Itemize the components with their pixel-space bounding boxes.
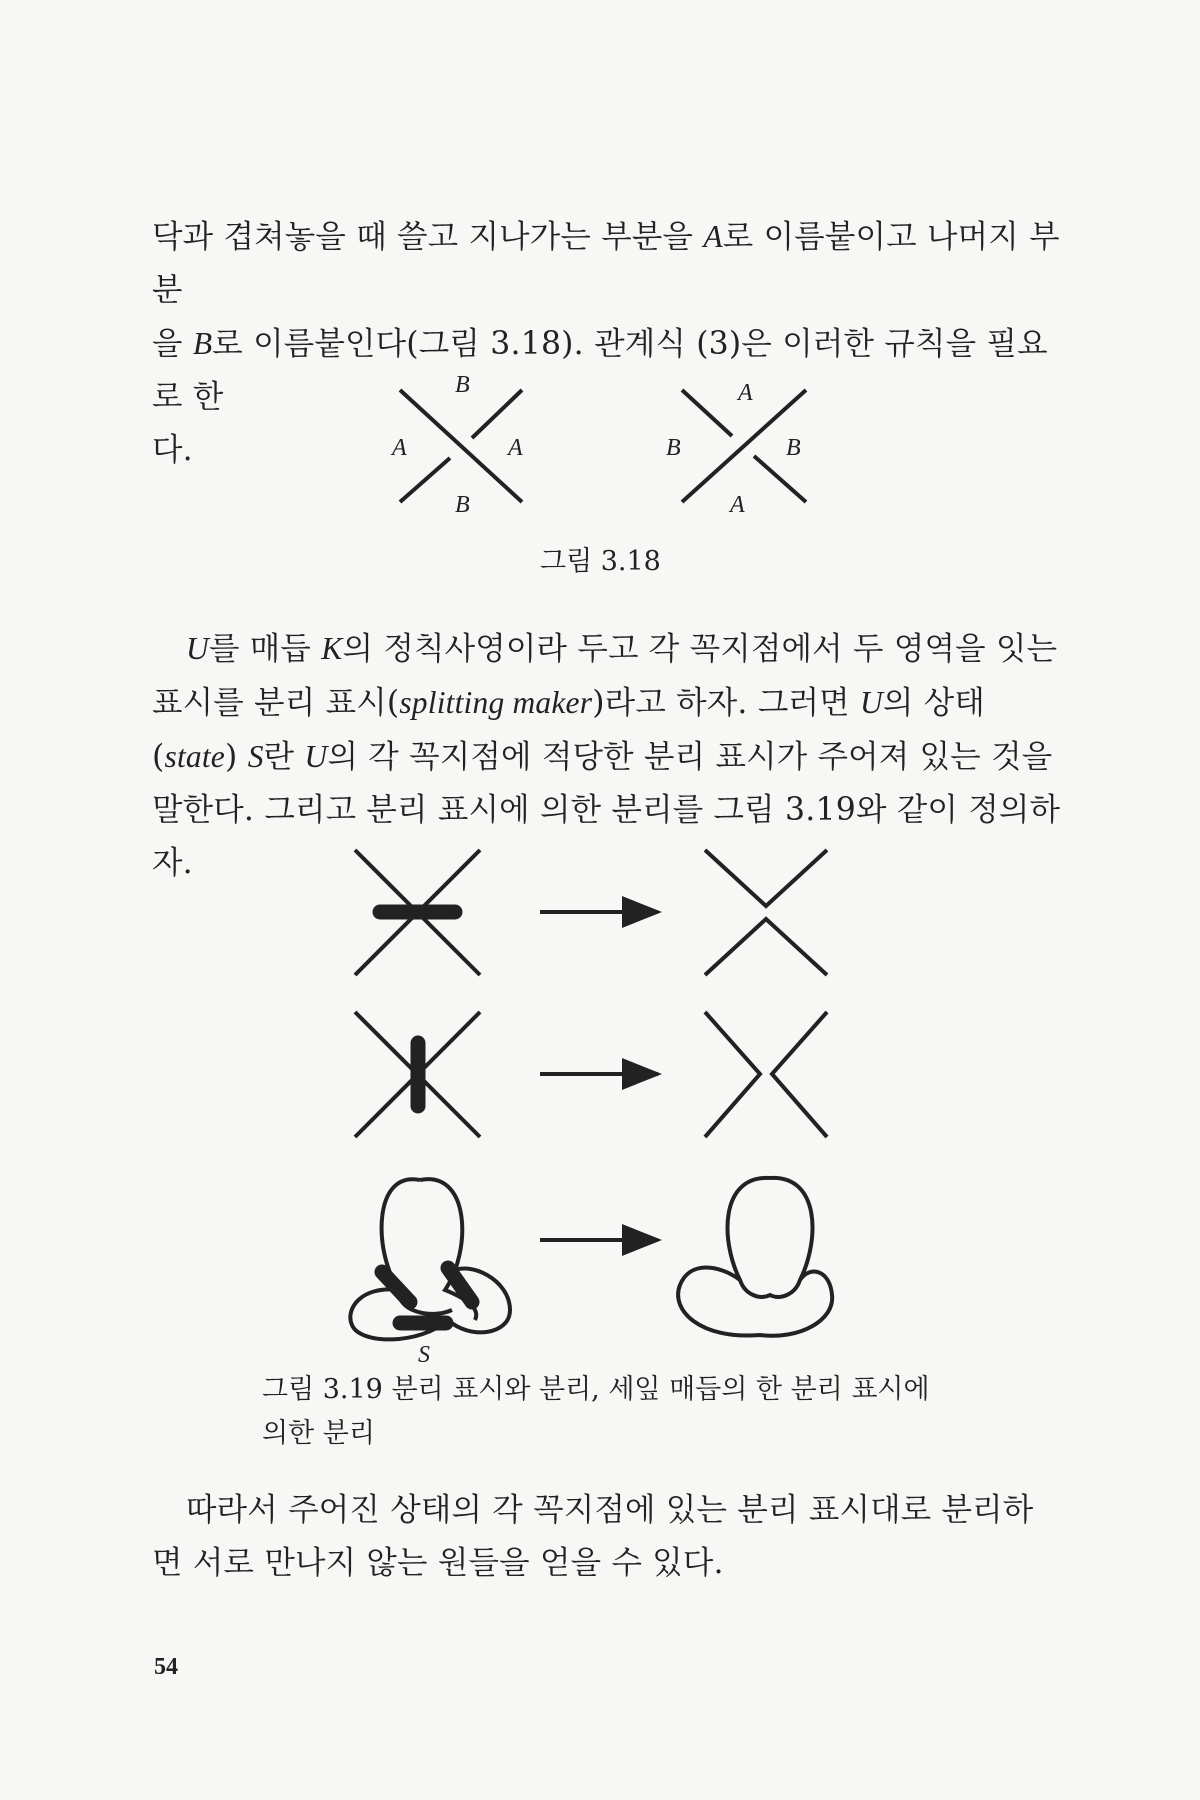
p1-var-b: B: [192, 326, 213, 361]
label-right-right: B: [786, 435, 801, 461]
p2-text-7: 의 각 꼭지점에 적당한 분리 표시가 주어져 있는 것을 말한다. 그리고 분리 표시에 의한 분리를 그림 3.19와 같이 정의하자.: [152, 739, 1061, 881]
figure-3-18: [0, 370, 1200, 530]
figure-3-19-caption-line2: 의한 분리: [262, 1418, 375, 1449]
p3-text: 따라서 주어진 상태의 각 꼭지점에 있는 분리 표시대로 분리하면 서로 만나지 않는 원들을 얻을 수 있다.: [152, 1492, 1034, 1581]
label-right-top: A: [738, 380, 753, 406]
trefoil-marker-2: [448, 1268, 472, 1302]
p2-text-5: ): [225, 739, 248, 775]
state-label-s: S: [418, 1342, 430, 1368]
p1-var-a: A: [703, 219, 723, 254]
p1-text-b: 로 이름붙이고 나머지 부분: [152, 219, 1060, 308]
figure-3-18-caption: 그림 3.18: [540, 546, 661, 577]
label-left-bottom: B: [455, 492, 470, 518]
label-right-bottom: A: [730, 492, 745, 518]
trefoil-marker-1: [382, 1272, 410, 1302]
crossing-diagrams: [0, 370, 1200, 530]
label-left-right: A: [508, 435, 523, 461]
crossing-left-under-b: [400, 458, 450, 502]
label-left-top: B: [455, 372, 470, 398]
row2-split-right-arc: [772, 1012, 827, 1137]
p2-var-k: K: [321, 631, 343, 666]
row1-split-top-arc: [705, 850, 827, 906]
p1-text-c: 을: [152, 326, 193, 362]
p2-var-u3: U: [304, 739, 328, 774]
row1-split-bottom-arc: [705, 919, 827, 975]
p2-text-3: )라고 하자. 그러면: [592, 685, 860, 721]
p2-text-6: 란: [263, 739, 305, 775]
p2-var-u2: U: [859, 685, 883, 720]
p1-text-a: 닥과 겹쳐놓을 때 쓸고 지나가는 부분을: [152, 219, 704, 255]
p2-var-u1: U: [186, 631, 209, 666]
p2-term-splitting: splitting maker: [399, 685, 593, 720]
label-left-left: A: [392, 435, 407, 461]
paragraph-3: [152, 1484, 1064, 1590]
figure-3-19-caption-line1: 그림 3.19 분리 표시와 분리, 세잎 매듭의 한 분리 표시에: [262, 1374, 930, 1405]
p1-text-d: 로 이름붙인다(그림 3.18). 관계식 (3)은 이러한 규칙을 필요로 한: [152, 326, 1048, 415]
label-right-left: B: [666, 435, 681, 461]
figure-3-19: [0, 840, 1200, 1368]
p2-term-state: state: [164, 739, 225, 774]
crossing-right-under-b: [754, 456, 806, 502]
row2-split-left-arc: [705, 1012, 760, 1137]
figure-3-19-caption: [262, 1368, 930, 1456]
p2-text-1: 를 매듭: [208, 631, 322, 667]
page-number: 54: [154, 1654, 178, 1680]
trefoil-with-state: [350, 1179, 510, 1339]
crossing-left-under-a: [472, 390, 522, 438]
p1-text-e: 다.: [152, 432, 193, 468]
p2-text-2: 의 정칙사영이라 두고 각 꼭지점에서 두 영역을 잇는 표시를 분리 표시(: [152, 631, 1058, 721]
crossing-right-under-a: [682, 390, 732, 436]
trefoil-split-result: [678, 1178, 832, 1336]
p2-text-4: 의 상태(: [152, 685, 986, 775]
p2-var-s: S: [247, 739, 264, 774]
splitting-diagrams: [0, 840, 1200, 1368]
